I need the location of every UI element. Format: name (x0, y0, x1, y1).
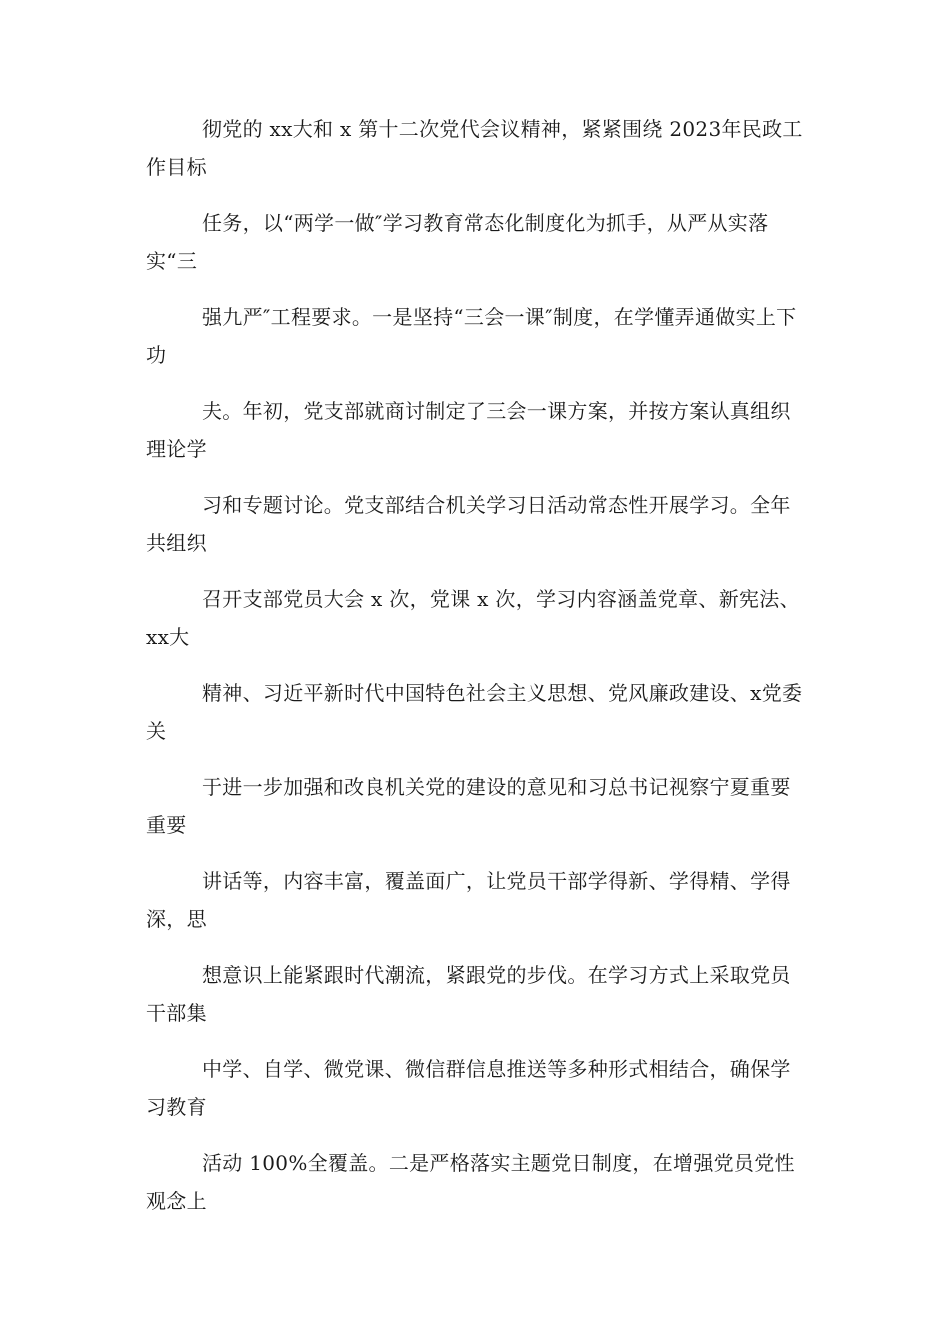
paragraph-3-line-1: 强九严″工程要求。一是坚持“三会一课″制度，在学懂弄通做 (202, 305, 736, 329)
paragraph-7-line-1: 精神、习近平新时代中国特色社会主义思想、党风廉政建设、x (202, 681, 762, 705)
paragraph-4 (146, 392, 810, 468)
paragraph-12-line-2: 性观念上 (146, 1151, 795, 1213)
paragraph-11-line-2: 学习教育 (146, 1057, 791, 1119)
paragraph-6-line-2: 法、xx大 (146, 587, 800, 649)
paragraph-8-line-2: 要重要 (146, 775, 791, 837)
paragraph-6-line-1: 召开支部党员大会 x 次，党课 x 次，学习内容涵盖党章、新宪 (202, 587, 760, 611)
paragraph-10-line-2: 员干部集 (146, 963, 791, 1025)
paragraph-2 (146, 204, 810, 280)
paragraph-1-line-2: 政工作目标 (146, 117, 803, 179)
paragraph-7-line-2: 党委关 (146, 681, 803, 743)
paragraph-10-line-1: 想意识上能紧跟时代潮流，紧跟党的步伐。在学习方式上采取党 (202, 963, 771, 987)
paragraph-2-line-2: 落实“三 (146, 211, 769, 273)
paragraph-1 (146, 110, 810, 186)
paragraph-9-line-1: 讲话等，内容丰富，覆盖面广，让党员干部学得新、学得精、学 (202, 869, 771, 893)
paragraph-9 (146, 862, 810, 938)
paragraph-12 (146, 1144, 810, 1220)
paragraph-5-line-2: 年共组织 (146, 493, 791, 555)
paragraph-5 (146, 486, 810, 562)
paragraph-10 (146, 956, 810, 1032)
paragraph-11 (146, 1050, 810, 1126)
paragraph-1-line-1: 彻党的 xx大和 x 第十二次党代会议精神，紧紧围绕 2023年民 (202, 117, 763, 141)
paragraph-7 (146, 674, 810, 750)
paragraph-4-line-2: 织理论学 (146, 399, 791, 461)
paragraph-3-line-2: 实上下功 (146, 305, 797, 367)
paragraph-4-line-1: 夫。年初，党支部就商讨制定了三会一课方案，并按方案认真组 (202, 399, 771, 423)
paragraph-9-line-2: 得深，思 (146, 869, 791, 931)
paragraph-6 (146, 580, 810, 656)
paragraph-8 (146, 768, 810, 844)
paragraph-2-line-1: 任务，以“两学一做″学习教育常态化制度化为抓手，从严从实 (202, 211, 749, 235)
paragraph-12-line-1: 活动 100%全覆盖。二是严格落实主题党日制度，在增强党员党 (202, 1151, 775, 1175)
paragraph-5-line-1: 习和专题讨论。党支部结合机关学习日活动常态性开展学习。全 (202, 493, 771, 517)
paragraph-3 (146, 298, 810, 374)
paragraph-11-line-1: 中学、自学、微党课、微信群信息推送等多种形式相结合，确保 (202, 1057, 771, 1081)
paragraph-8-line-1: 于进一步加强和改良机关党的建设的意见和习总书记视察宁夏重 (202, 775, 771, 799)
